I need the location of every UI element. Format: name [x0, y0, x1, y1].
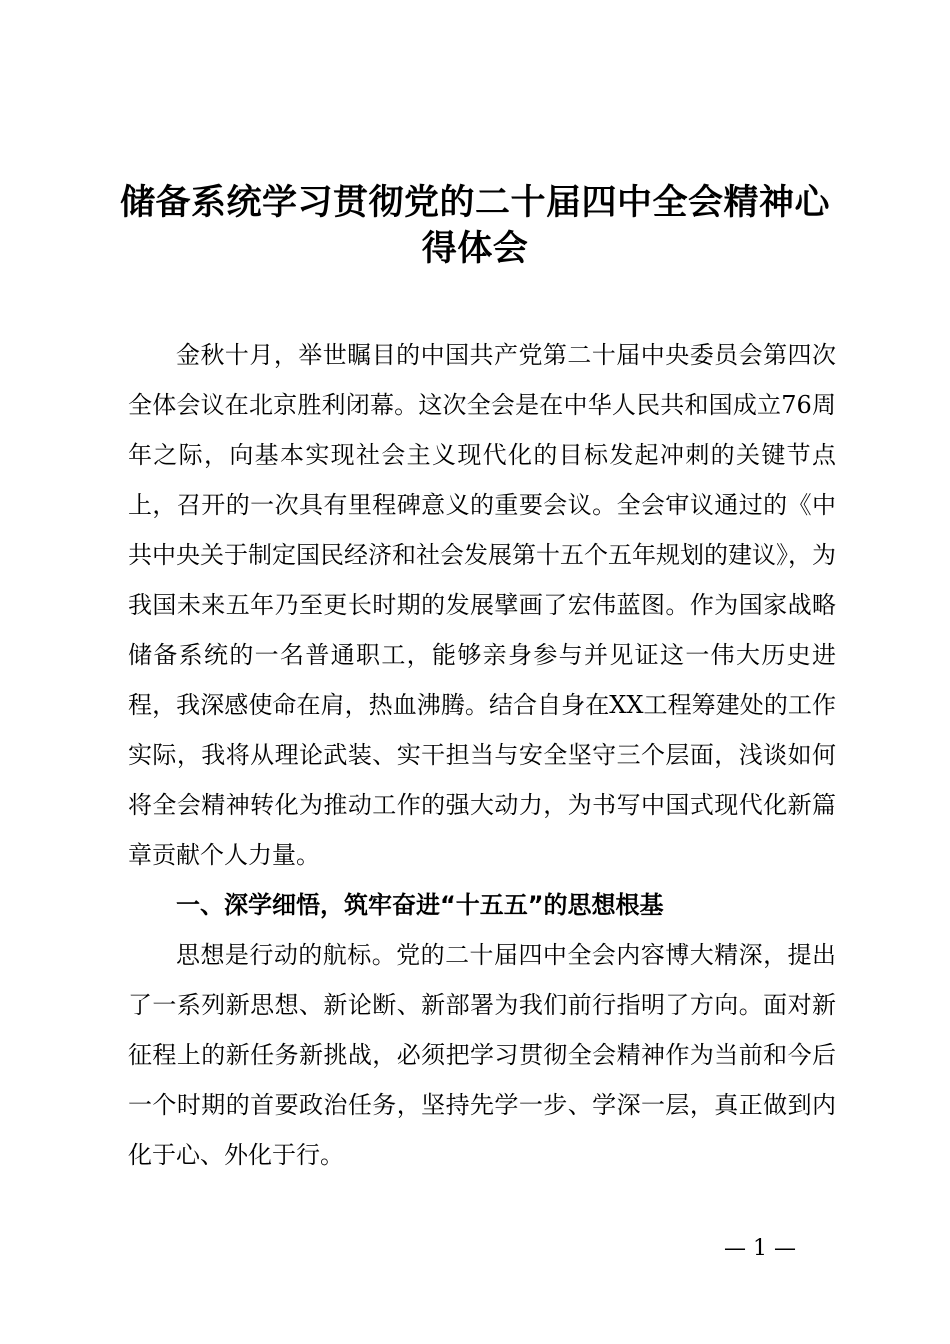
document-body	[128, 330, 836, 1180]
intro-paragraph: 金秋十月，举世瞩目的中国共产党第二十届中央委员会第四次全体会议在北京胜利闭幕。这次全会是在中华人民共和国成立76周年之际，向基本实现社会主义现代化的目标发起冲刺的关键节点上，召开的一次具有里程碑意义的重要会议。全会审议通过的《中共中央关于制定国民经济和社会发展第十五个五年规划的建议》，为我国未来五年乃至更长时期的发展擘画了宏伟蓝图。作为国家战略储备系统的一名普通职工，能够亲身参与并见证这一伟大历史进程，我深感使命在肩，热血沸腾。结合自身在XX工程筹建处的工作实际，我将从理论武装、实干担当与安全坚守三个层面，浅谈如何将全会精神转化为推动工作的强大动力，为书写中国式现代化新篇章贡献个人力量。	[128, 341, 836, 869]
section-paragraph: 思想是行动的航标。党的二十届四中全会内容博大精深，提出了一系列新思想、新论断、新部署为我们前行指明了方向。面对新征程上的新任务新挑战，必须把学习贯彻全会精神作为当前和今后一个时期的首要政治任务，坚持先学一步、学深一层，真正做到内化于心、外化于行。	[128, 941, 836, 1169]
page-number: — 1 —	[724, 1236, 796, 1261]
document-title: 储备系统学习贯彻党的二十届四中全会精神心得体会	[120, 183, 831, 269]
section-heading: 一、深学细悟，筑牢奋进“十五五”的思想根基	[176, 891, 664, 919]
